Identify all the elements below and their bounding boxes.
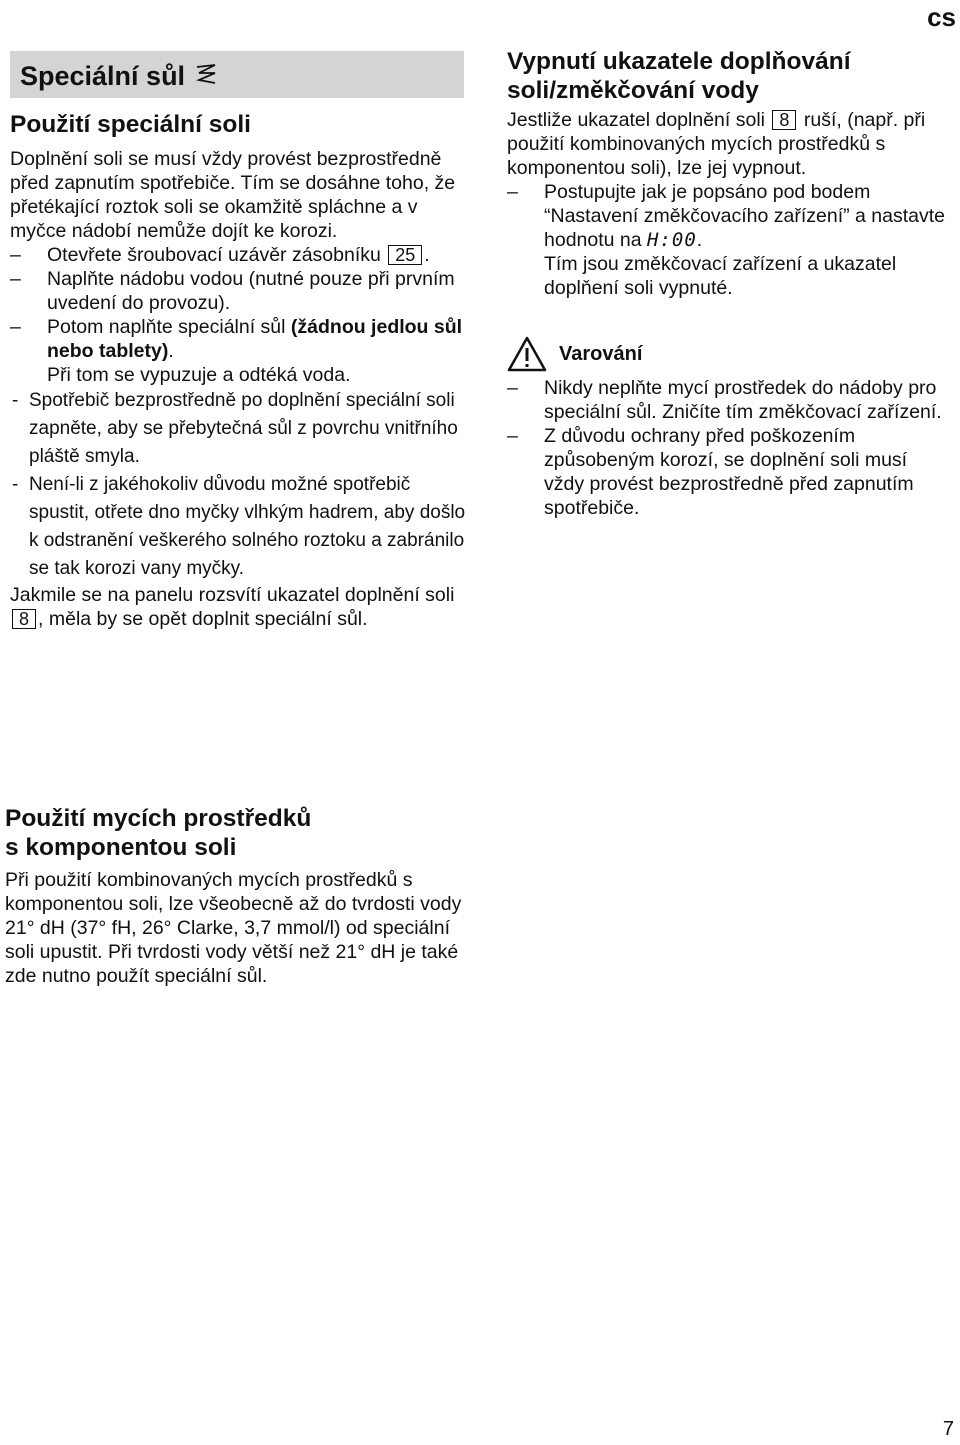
intro-text: Doplnění soli se musí vždy provést bezprostředně před zapnutím spotřebiče. Tím se dosáhne toho, že přetékající roztok soli se okamžitě spláchne a v myčce nádobí nemůže dojít ke korozi. xyxy=(10,148,456,242)
step-fill-water: – Naplňte nádobu vodou (nutné pouze při prvním uvedení do provozu). xyxy=(10,267,470,315)
key-8: 8 xyxy=(772,110,796,130)
page-number: 7 xyxy=(942,1418,954,1440)
warning-item-1: – Nikdy neplňte mycí prostředek do nádoby pro speciální sůl. Zničíte tím změkčovací zařízení. xyxy=(507,376,952,424)
refill-text: Jakmile se na panelu rozsvítí ukazatel doplnění soli 8 , měla by se opět doplnit speciální sůl. xyxy=(10,584,455,630)
combo-section xyxy=(5,804,465,988)
warning-heading: Varování xyxy=(507,336,952,372)
salt-icon xyxy=(193,61,219,94)
language-tag: cs xyxy=(927,2,956,32)
right-column xyxy=(507,47,952,520)
heading-combo: Použití mycích prostředků s komponentou soli xyxy=(5,805,312,861)
combo-text: Při použití kombinovaných mycích prostředků s komponentou soli, lze všeobecně až do tvrdosti vody 21° dH (37° fH, 26° Clarke, 3,7 mmol/l) od speciální soli upustit. Při tvrdosti vody větší než 21° dH je také zde nutno použít speciální sůl. xyxy=(5,869,462,987)
key-25: 25 xyxy=(388,245,422,265)
step-open-cap: – Otevřete šroubovací uzávěr zásobníku 25 . xyxy=(10,243,470,267)
warning-item-2: – Z důvodu ochrany před poškozením způsobeným korozí, se doplnění soli musí vždy provést bezprostředně před zapnutím spotřebiče. xyxy=(507,424,952,520)
warning-icon xyxy=(507,336,547,372)
section-header xyxy=(10,51,464,98)
lcd-value: H:00 xyxy=(647,229,697,251)
heading-disable-indicator: Vypnutí ukazatele doplňování soli/změkčování vody xyxy=(507,48,851,104)
heading-use-special-salt: Použití speciální soli xyxy=(10,111,251,138)
key-8: 8 xyxy=(12,609,36,629)
note-switch-on: - Spotřebič bezprostředně po doplnění speciální soli zapněte, aby se přebytečná sůl z povrchu vnitřního pláště smyla. xyxy=(10,387,470,471)
section-title: Speciální sůl xyxy=(20,61,219,94)
step-fill-salt: – Potom naplňte speciální sůl (žádnou jedlou sůl nebo tablety). Při tom se vypuzuje a odtéká voda. xyxy=(10,315,470,387)
disable-text: Jestliže ukazatel doplnění soli 8 ruší, (např. při použití kombinovaných mycích prostředků s komponentou soli), lze jej vypnout. xyxy=(507,109,926,179)
step-set-value: – Postupujte jak je popsáno pod bodem “Nastavení změkčovacího zařízení” a nastavte hodnotu na H:00. Tím jsou změkčovací zařízení a ukazatel doplňení soli vypnuté. xyxy=(507,180,952,300)
note-wipe: - Není-li z jakéhokoliv důvodu možné spotřebič spustit, otřete dno myčky vlhkým hadrem, aby došlo k odstranění veškerého solného roztoku a zabránilo se tak korozi vany myčky. xyxy=(10,471,470,583)
left-column xyxy=(10,110,470,631)
